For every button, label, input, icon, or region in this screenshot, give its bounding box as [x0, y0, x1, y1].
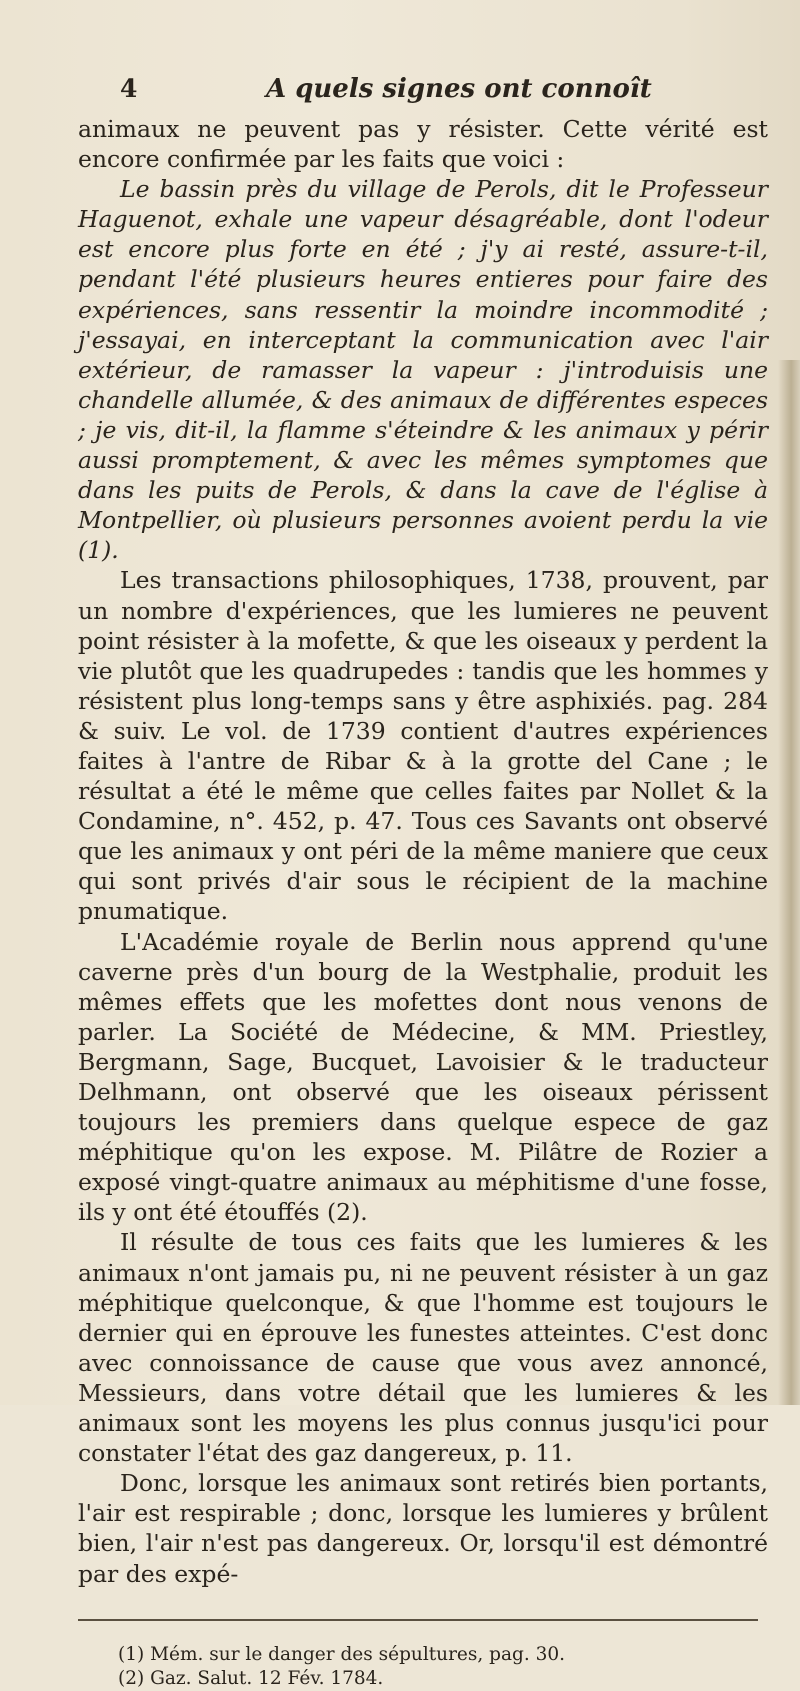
paragraph-continuation: animaux ne peuvent pas y résister. Cette vérité est encore confirmée par les faits que voici : [78, 115, 768, 174]
running-head [78, 74, 768, 114]
paragraph-philosophical-transactions: Les transactions philosophiques, 1738, prouvent, par un nombre d'expériences, que les lumieres ne peuvent point résister à la mofette, & que les oiseaux y perdent la vie plutôt que les quadrupedes : tandis que les hommes y résistent plus long-temps sans y être asphixiés. pag. 284 & suiv. Le vol. de 1739 contient d'autres expériences faites à l'antre de Ribar & à la grotte del Cane ; le résultat a été le même que celles faites par Nollet & la Condamine, n°. 452, p. 47. Tous ces Savants ont observé que les animaux y ont péri de la même maniere que ceux qui sont privés d'air sous le récipient de la machine pnumatique. [78, 566, 768, 926]
paragraph-berlin-academy: L'Académie royale de Berlin nous apprend qu'une caverne près d'un bourg de la Westphalie, produit les mêmes effets que les mofettes dont nous venons de parler. La Société de Médecine, & MM. Priestley, Bergmann, Sage, Bucquet, Lavoisier & le traducteur Delhmann, ont observé que les oiseaux périssent toujours les premiers dans quelque espece de gaz méphitique qu'on les expose. M. Pilâtre de Rozier a exposé vingt-quatre animaux au méphitisme d'une fosse, ils y ont été étouffés (2). [78, 927, 768, 1227]
paragraph-conclusion: Il résulte de tous ces faits que les lumieres & les animaux n'ont jamais pu, ni ne peuvent résister à un gaz méphitique quelconque, & que l'homme est toujours le dernier qui en éprouve les funestes atteintes. C'est donc avec connoissance de cause que vous avez annoncé, Messieurs, dans votre détail que les lumieres & les animaux sont les moyens les plus connus jusqu'ici pour constater l'état des gaz dangereux, p. 11. [78, 1228, 768, 1468]
paragraph-donc: Donc, lorsque les animaux sont retirés bien portants, l'air est respirable ; donc, lorsque les lumieres y brûlent bien, l'air n'est pas dangereux. Or, lorsqu'il est démontré par des expé- [78, 1469, 768, 1588]
body-text [78, 114, 768, 1589]
page-binding-edge [778, 360, 800, 1405]
footnotes [78, 1643, 768, 1691]
page-number: 4 [120, 74, 138, 103]
footnote-1: (1) Mém. sur le danger des sépultures, pag. 30. [118, 1643, 566, 1665]
paragraph-haguenot-quote: Le bassin près du village de Perols, dit le Professeur Haguenot, exhale une vapeur désagréable, dont l'odeur est encore plus forte en été ; j'y ai resté, assure-t-il, pendant l'été plusieurs heures entieres pour faire des expériences, sans ressentir la moindre incommodité ; j'essayai, en interceptant la communication avec l'air extérieur, de ramasser la vapeur : j'introduisis une chandelle allumée, & des animaux de différentes especes ; je vis, dit-il, la flamme s'éteindre & les animaux y périr aussi promptement, & avec les mêmes symptomes que dans les puits de Perols, & dans la cave de l'église à Montpellier, où plusieurs personnes avoient perdu la vie (1). [78, 175, 768, 565]
page-content [78, 74, 768, 1691]
footnote-2: (2) Gaz. Salut. 12 Fév. 1784. [118, 1667, 384, 1689]
footnote-rule [78, 1619, 758, 1621]
running-title: A quels signes ont connoît [266, 74, 652, 104]
